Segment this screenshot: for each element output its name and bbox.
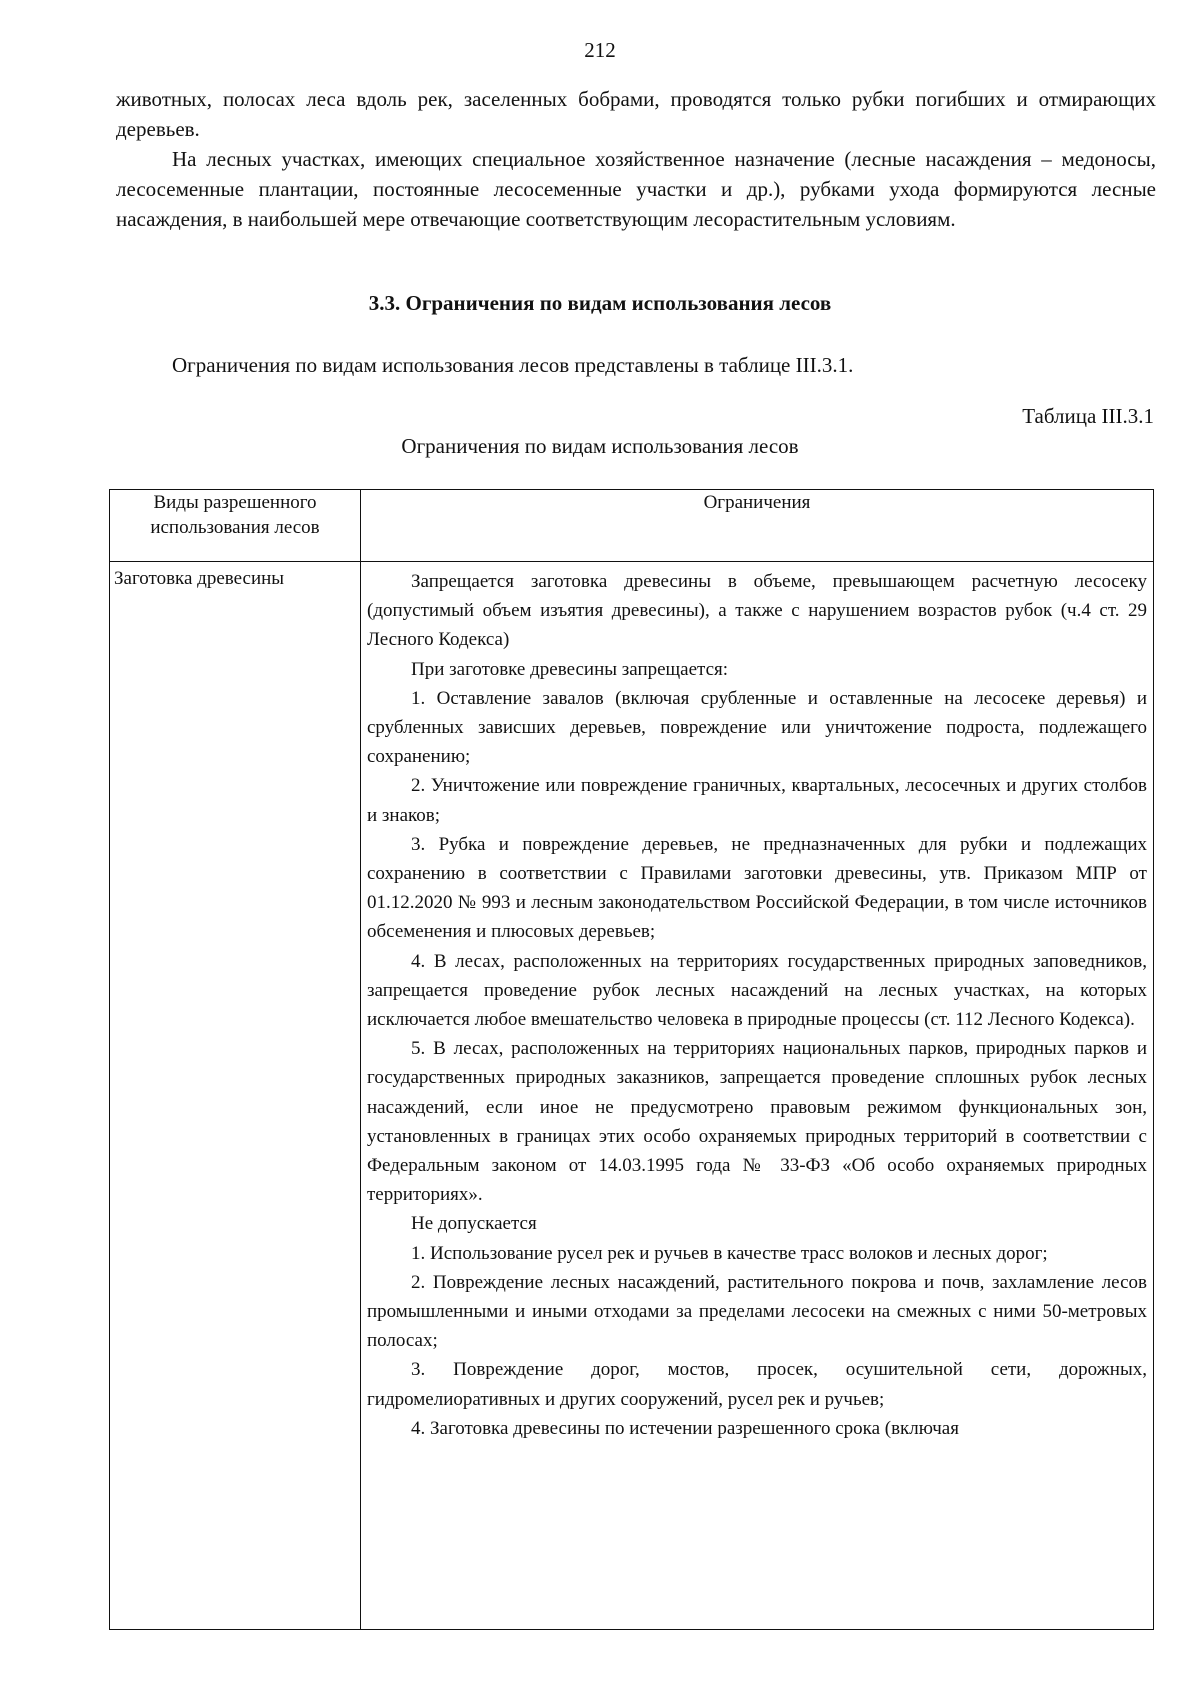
table-title: Ограничения по видам использования лесов	[401, 434, 799, 458]
restriction-item: При заготовке древесины запрещается:	[411, 658, 729, 680]
paragraph-special-purpose: На лесных участках, имеющих специальное хозяйственное назначение (лесные насаждения – медоносы, лесосеменные плантации, постоянные лесосеменные участки и др.), рубками ухода формируются лесные насаждения, в наибольшей мере отвечающие соответствующим лесорастительным условиям.	[116, 147, 1156, 231]
paragraph-continuation: животных, полосах леса вдоль рек, заселенных бобрами, проводятся только рубки погибших и отмирающих деревьев.	[116, 87, 1156, 141]
page-number: 212	[584, 38, 616, 62]
restrictions-table	[109, 489, 1154, 1630]
header-usage-type: Виды разрешенного использования лесов	[110, 490, 361, 562]
cell-usage-type: Заготовка древесины	[110, 562, 361, 1630]
table-header-row	[110, 490, 1154, 562]
restriction-item: 2. Повреждение лесных насаждений, растительного покрова и почв, захламление лесов промышленными и иными отходами за пределами лесосеки на смежных с ними 50-метровых полосах;	[367, 1271, 1147, 1352]
cell-restrictions	[361, 562, 1154, 1630]
restriction-item: 1. Оставление завалов (включая срубленные и оставленные на лесосеке деревья) и срубленных зависших деревьев, повреждение или уничтожение подроста, подлежащего сохранению;	[367, 687, 1147, 768]
restriction-item: 4. Заготовка древесины по истечении разрешенного срока (включая	[411, 1417, 959, 1439]
restriction-item: 4. В лесах, расположенных на территориях государственных природных заповедников, запрещается проведение рубок лесных насаждений на лесных участках, на которых исключается любое вмешательство человека в природные процессы (ст. 112 Лесного Кодекса).	[367, 950, 1147, 1031]
section-heading: 3.3. Ограничения по видам использования лесов	[368, 291, 832, 315]
restriction-item: 5. В лесах, расположенных на территориях национальных парков, природных парков и государственных природных заказников, запрещается проведение сплошных рубок лесных насаждений, если иное не предусмотрено правовым режимом функциональных зон, установленных в границах этих особо охраняемых природных территорий в соответствии с Федеральным законом от 14.03.1995 года № 33-ФЗ «Об особо охраняемых природных территориях».	[367, 1038, 1147, 1206]
intro-paragraph: Ограничения по видам использования лесов представлены в таблице III.3.1.	[172, 353, 854, 377]
restriction-item: 1. Использование русел рек и ручьев в качестве трасс волоков и лесных дорог;	[411, 1242, 1048, 1264]
table-label: Таблица III.3.1	[1022, 404, 1154, 428]
restriction-item: 3. Рубка и повреждение деревьев, не предназначенных для рубки и подлежащих сохранению в соответствии с Правилами заготовки древесины, утв. Приказом МПР от 01.12.2020 № 993 и лесным законодательством Российской Федерации, в том числе источников обсеменения и плюсовых деревьев;	[367, 833, 1147, 943]
restriction-item: Запрещается заготовка древесины в объеме, превышающем расчетную лесосеку (допустимый объем изъятия древесины), а также с нарушением возрастов рубок (ч.4 ст. 29 Лесного Кодекса)	[367, 571, 1147, 651]
header-restrictions: Ограничения	[361, 490, 1154, 562]
restriction-item: Не допускается	[411, 1213, 537, 1235]
table-row	[110, 562, 1154, 1630]
restriction-item: 3. Повреждение дорог, мостов, просек, осушительной сети, дорожных, гидромелиоративных и других сооружений, русел рек и ручьев;	[367, 1359, 1147, 1410]
restriction-item: 2. Уничтожение или повреждение граничных, квартальных, лесосечных и других столбов и знаков;	[367, 775, 1147, 826]
